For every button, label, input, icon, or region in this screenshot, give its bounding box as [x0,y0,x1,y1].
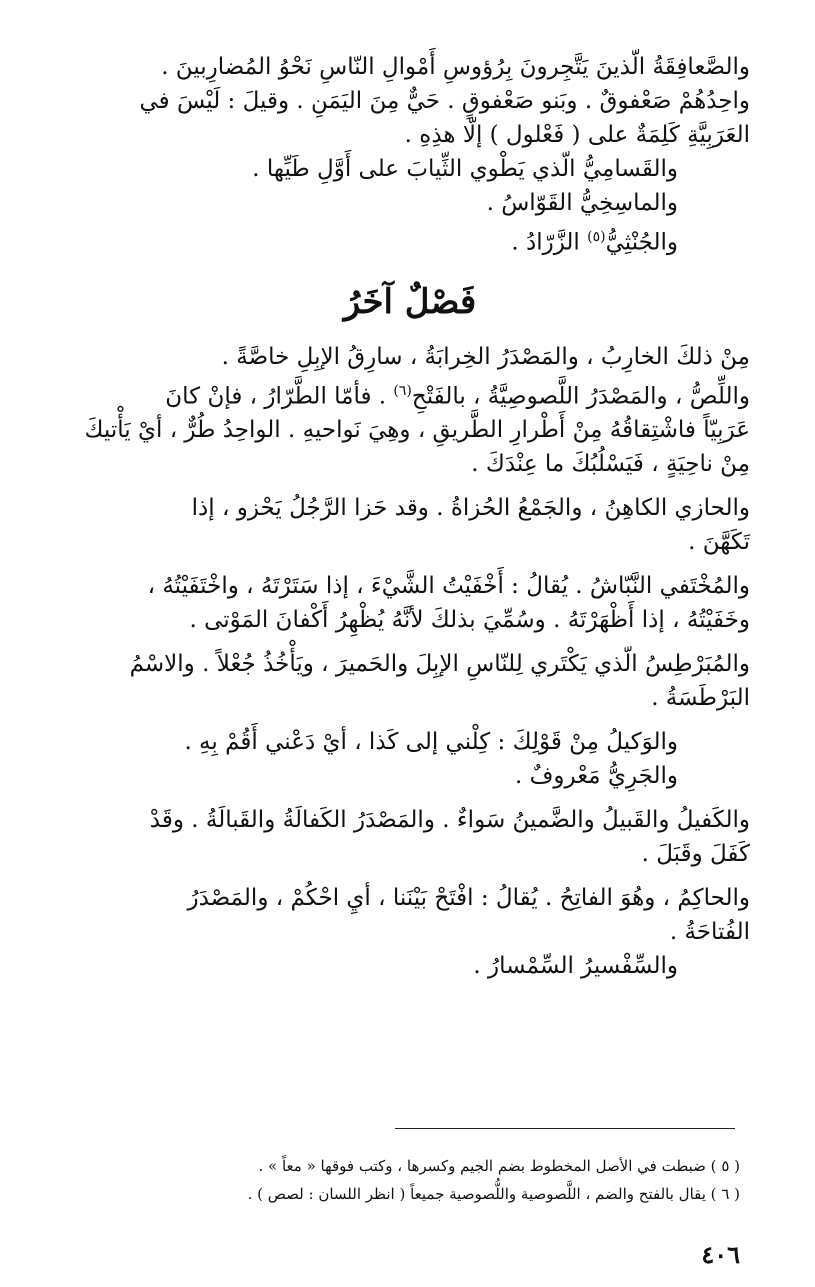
entry-definition: الزَّرّادُ . [511,229,580,256]
text-line: والقَسامِيُّ الّذي يَطْوي الثِّيابَ على أَوَّلِ طَيِّها . [252,156,678,182]
footnote-ref: (٦) [393,382,412,399]
text-line: والماسِخِيُّ القَوّاسُ . [486,190,678,216]
text-line: وخَفَيْتُهُ ، إذا أَظْهَرْتَهُ . وسُمِّيَ بذلكَ لأنَّهُ يُظْهِرُ أَكْفانَ المَوْتى . [189,607,750,634]
main-text [70,50,750,983]
text-line: العَرَبِيَّةِ كَلِمَةٌ على ( فَعْلول ) إلّا هذِهِ . [404,122,750,148]
text-fragment: واللِّصُّ ، والمَصْدَرُ اللَّصوصِيَّةُ ، بالفَتْحِ [411,383,750,410]
text-line: عَرَبِيّاً فاشْتِقاقُهُ مِنْ أَطْرارِ الطَّريقِ ، وهِيَ نَواحيهِ . الواحِدُ طُرٌّ ، أيْ يَأْتيكَ [84,417,750,444]
text-line: والمُبَرْطِسُ الّذي يَكْتَري لِلنّاسِ الإبِلَ والحَميرَ ، ويَأْخُذُ جُعْلاً . والاسْمُ [129,651,750,678]
text-line: البَرْطَسَةُ . [651,685,750,712]
text-line: والحازي الكاهِنُ ، والجَمْعُ الحُزاةُ . وقد حَزا الرَّجُلُ يَحْزو ، إذا [191,495,750,522]
text-line: مِنْ ناحِيَةٍ ، فَيَسْلُبُكَ ما عِنْدَكَ . [471,451,750,478]
paragraph [70,803,750,871]
text-line: والمُخْتَفي النَّبّاشُ . يُقالُ : أَخْفَيْتُ الشَّيْءَ ، إذا سَتَرْتَهُ ، واخْتَفَيْتُهُ ، [147,573,750,600]
paragraph [70,569,750,637]
text-line: مِنْ ذلكَ الخارِبُ ، والمَصْدَرُ الخِرابَةُ ، سارِقُ الإبِلِ خاصَّةً . [221,343,750,370]
text-line: واحِدُهُمْ صَعْفوقٌ . وبَنو صَعْفوقٍ . حَيٌّ مِنَ اليَمَنِ . وقيلَ : لَيْسَ في [139,88,750,114]
footnotes [150,1152,740,1208]
footnote: ( ٦ ) يقال بالفتح والضم ، اللَّصوصية واللُّصوصية جميعاً ( انظر اللسان : لصص ) . [247,1185,740,1203]
text-line: والسِّفْسيرُ السِّمْسارُ . [473,953,678,980]
text-line: تَكَهَّنَ . [688,529,750,556]
paragraph [70,491,750,559]
text-line: كَفَلَ وقَبَلَ . [641,841,750,868]
text-fragment: . فأمّا الطَّرّارُ ، فإنْ كانَ [165,383,387,410]
entry-word: والجُنْثِيُّ [605,229,678,256]
paragraph [70,881,750,983]
text-line [70,220,750,260]
paragraph [70,725,750,793]
text-line: والحاكِمُ ، وهُوَ الفاتِحُ . يُقالُ : افْتَحْ بَيْنَنا ، أيِ احْكُمْ ، والمَصْدَرُ [187,885,750,912]
text-line: والصَّعافِقَةُ الّذينَ يَتَّجِرونَ بِرُؤوسِ أَمْوالِ النّاسِ نَحْوُ المُضارِبينَ . [161,54,750,80]
page-number: ٤٠٦ [701,1240,740,1269]
text-line: والجَرِيُّ مَعْروفٌ . [514,763,678,790]
footnote: ( ٥ ) ضبطت في الأصل المخطوط بضم الجيم وكسرها ، وكتب فوقها « معاً » . [258,1157,740,1175]
text-line [70,374,750,414]
section-title: فَصْلٌ آخَرُ [343,281,477,322]
paragraph [70,647,750,715]
text-line: والكَفيلُ والقَبيلُ والضَّمينُ سَواءٌ . والمَصْدَرُ الكَفالَةُ والقَبالَةُ . وقَدْ [149,807,750,834]
text-line: الفُتاحَةُ . [669,919,750,946]
text-line: والوَكيلُ مِنْ قَوْلِكَ : كِلْني إلى كَذا ، أيْ دَعْني أَقُمْ بِهِ . [184,729,678,756]
footnote-ref: (٥) [587,229,606,245]
paragraph [70,340,750,482]
footnote-divider [395,1128,735,1129]
